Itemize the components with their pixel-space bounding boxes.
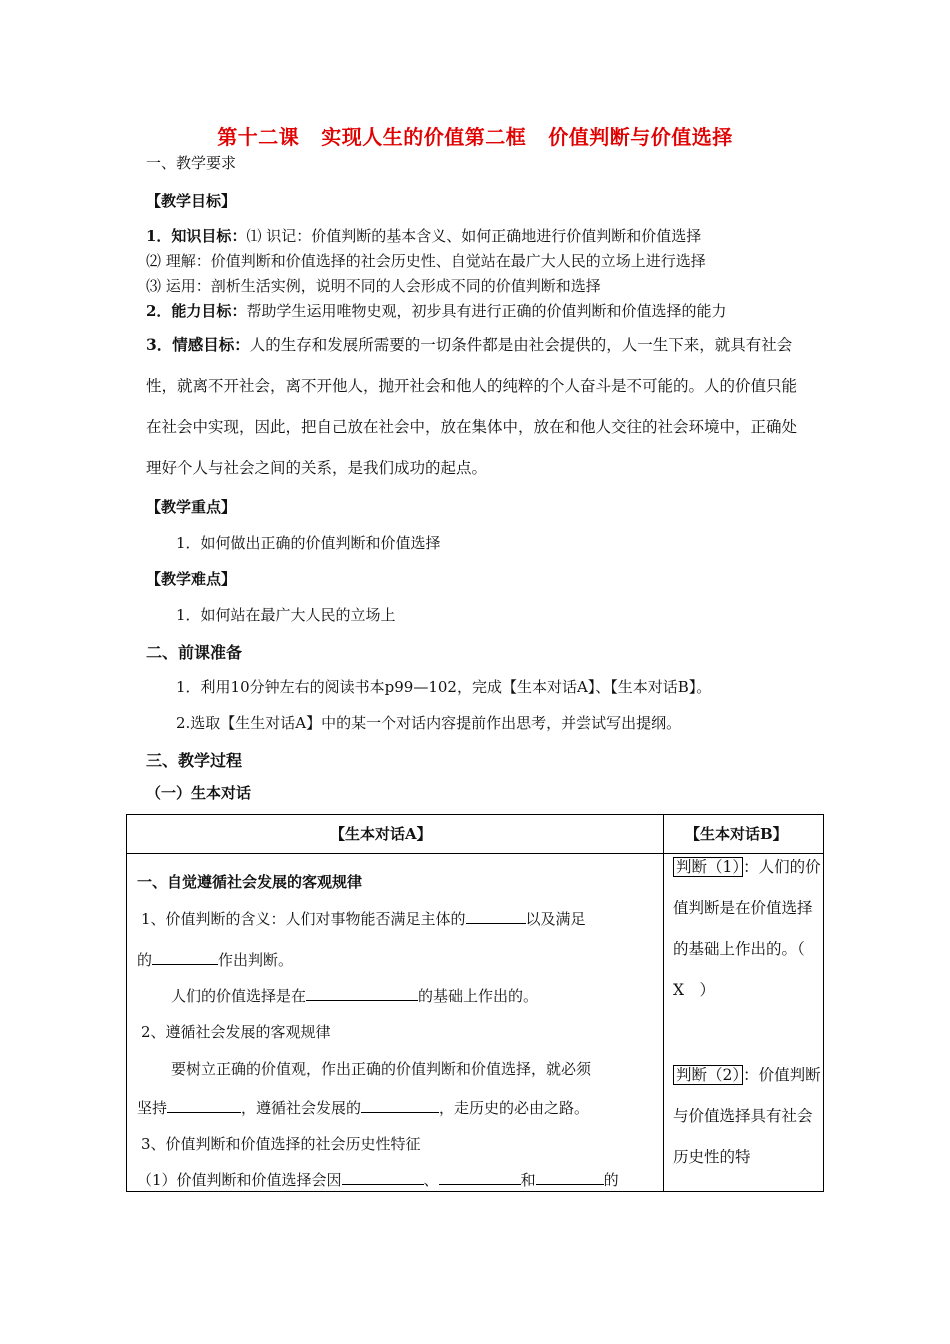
blank[interactable] — [361, 1098, 439, 1113]
blank[interactable] — [167, 1098, 241, 1113]
a3-1-pre: （1）价值判断和价值选择会因 — [137, 1171, 342, 1189]
a1-line — [141, 908, 586, 929]
title-lesson: 第十二课 — [217, 125, 300, 149]
a2-cont-mid: ，遵循社会发展的 — [241, 1099, 362, 1117]
knowledge-goal-3: ⑶ 运用：剖析生活实例，说明不同的人会形成不同的价值判断和选择 — [146, 277, 601, 295]
goals-heading: 【教学目标】 — [146, 192, 237, 210]
blank[interactable] — [306, 986, 418, 1001]
knowledge-goal-1: ⑴ 识记：价值判断的基本含义、如何正确地进行价值判断和价值选择 — [246, 227, 702, 245]
blank[interactable] — [342, 1170, 424, 1185]
blank[interactable] — [152, 950, 218, 965]
a1-choice-post: 的基础上作出的。 — [418, 987, 539, 1005]
table-header-a: 【生本对话A】 — [330, 825, 432, 843]
emotion-goal-paragraph — [146, 324, 810, 489]
a1-cont-line — [137, 949, 293, 970]
b1-text: ：人们的价值判断是在价值选择的基础上作出的。（ X ） — [673, 858, 821, 999]
a3-1-line — [137, 1169, 619, 1190]
a2-cont-pre: 坚持 — [137, 1099, 168, 1117]
blank[interactable] — [439, 1170, 521, 1185]
knowledge-goal-line — [146, 225, 701, 246]
difficulty-item: 1．如何站在最广大人民的立场上 — [176, 606, 396, 624]
pre-class-item-1: 1．利用10分钟左右的阅读书本p99—102，完成【生本对话A】、【生本对话B】。 — [176, 678, 712, 696]
title-topic: 实现人生的价值第二框 — [321, 125, 527, 149]
a3-1-post: 的 — [603, 1171, 619, 1189]
a-section-heading: 一、自觉遵循社会发展的客观规律 — [137, 873, 363, 891]
a2-cont-post: ，走历史的必由之路。 — [439, 1099, 590, 1117]
key-point-item: 1．如何做出正确的价值判断和价值选择 — [176, 534, 441, 552]
a1-text: 1、价值判断的含义：人们对事物能否满足主体的 — [141, 910, 466, 928]
a1-cont-pre: 的 — [137, 951, 153, 969]
teaching-process-heading: 三、教学过程 — [146, 751, 243, 770]
page-title — [0, 121, 950, 150]
emotion-goal-label: 3．情感目标： — [146, 335, 250, 354]
blank[interactable] — [536, 1170, 604, 1185]
key-points-heading: 【教学重点】 — [146, 498, 237, 516]
pre-class-item-2: 2.选取【生生对话A】中的某一个对话内容提前作出思考，并尝试写出提纲。 — [176, 714, 682, 732]
dialogue-subheading: （一）生本对话 — [146, 784, 252, 802]
knowledge-goal-label: 1．知识目标： — [146, 227, 247, 245]
ability-goal-line — [146, 300, 726, 321]
section-teaching-requirements: 一、教学要求 — [146, 154, 237, 172]
b2-judgement — [673, 1055, 821, 1178]
a3-1-sep1: 、 — [423, 1171, 439, 1189]
b2-text: ：价值判断与价值选择具有社会历史性的特 — [673, 1066, 821, 1166]
a1-choice-line — [171, 985, 538, 1006]
a2-heading: 2、遵循社会发展的客观规律 — [141, 1023, 331, 1041]
a1-mid-text: 以及满足 — [525, 910, 586, 928]
emotion-goal-text: 人的生存和发展所需要的一切条件都是由社会提供的，人一生下来，就具有社会性，就离不开社会，离不开他人，抛开社会和他人的纯粹的个人奋斗是不可能的。人的价值只能在社会中实现，因此，把自己放在社会中，放在集体中，放在和他人交往的社会环境中，正确处理好个人与社会之间的关系，是我们成功的起点。 — [146, 336, 798, 477]
ability-goal-label: 2．能力目标： — [146, 302, 247, 320]
a2-cont-line — [137, 1097, 589, 1118]
difficulties-heading: 【教学难点】 — [146, 570, 237, 588]
table-header-b: 【生本对话B】 — [685, 825, 788, 843]
b1-label: 判断（1） — [673, 857, 743, 877]
title-section: 价值判断与价值选择 — [548, 125, 733, 149]
a3-1-sep2: 和 — [520, 1171, 536, 1189]
a1-choice-pre: 人们的价值选择是在 — [171, 987, 307, 1005]
b1-judgement — [673, 847, 821, 1011]
knowledge-goal-2: ⑵ 理解：价值判断和价值选择的社会历史性、自觉站在最广大人民的立场上进行选择 — [146, 252, 706, 270]
a3-heading: 3、价值判断和价值选择的社会历史性特征 — [141, 1135, 421, 1153]
ability-goal-text: 帮助学生运用唯物史观，初步具有进行正确的价值判断和价值选择的能力 — [246, 302, 727, 320]
blank[interactable] — [466, 909, 526, 924]
pre-class-heading: 二、前课准备 — [146, 643, 243, 662]
a2-text: 要树立正确的价值观，作出正确的价值判断和价值选择，就必须 — [171, 1060, 592, 1078]
b2-label: 判断（2） — [673, 1065, 743, 1085]
dialogue-table — [126, 814, 824, 1192]
a1-cont-post: 作出判断。 — [218, 951, 294, 969]
